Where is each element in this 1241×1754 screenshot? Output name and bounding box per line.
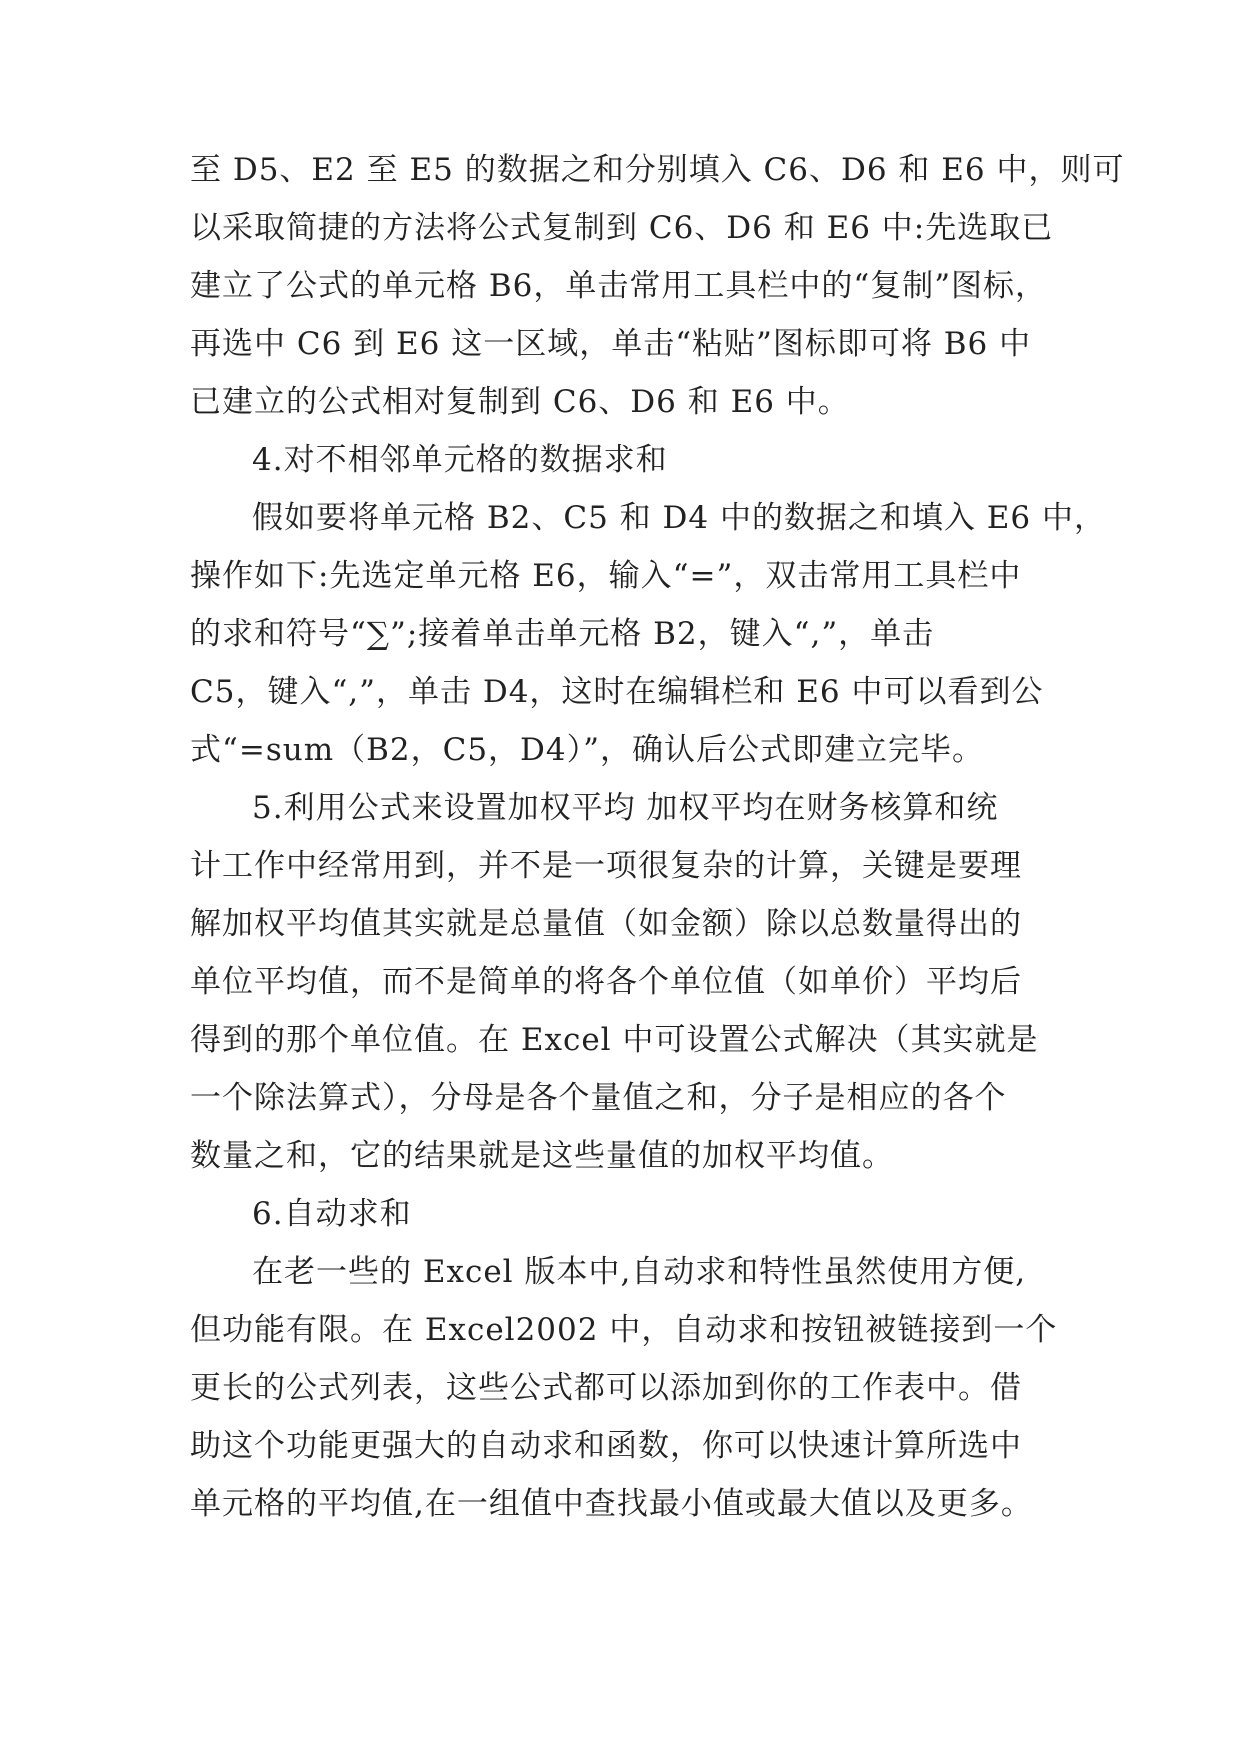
text-line: 以采取简捷的方法将公式复制到 C6、D6 和 E6 中:先选取已 — [190, 210, 1054, 246]
text-line: 单位平均值，而不是简单的将各个单位值（如单价）平均后 — [190, 964, 1022, 1000]
text-line: 操作如下:先选定单元格 E6，输入“=”，双击常用工具栏中 — [190, 558, 1022, 594]
text-line: 但功能有限。在 Excel2002 中，自动求和按钮被链接到一个 — [190, 1312, 1058, 1348]
text-line: 更长的公式列表，这些公式都可以添加到你的工作表中。借 — [190, 1370, 1022, 1406]
text-line: 得到的那个单位值。在 Excel 中可设置公式解决（其实就是 — [190, 1022, 1039, 1058]
text-line: 单元格的平均值,在一组值中查找最小值或最大值以及更多。 — [190, 1486, 1033, 1522]
text-line: 式“=sum（B2，C5，D4）”，确认后公式即建立完毕。 — [190, 732, 984, 768]
section-heading: 4.对不相邻单元格的数据求和 — [252, 442, 668, 478]
text-line: 已建立的公式相对复制到 C6、D6 和 E6 中。 — [190, 384, 850, 420]
text-line: 数量之和，它的结果就是这些量值的加权平均值。 — [190, 1138, 894, 1174]
text-line: C5，键入“,”，单击 D4，这时在编辑栏和 E6 中可以看到公 — [190, 674, 1044, 710]
text-line: 解加权平均值其实就是总量值（如金额）除以总数量得出的 — [190, 906, 1022, 942]
text-line: 助这个功能更强大的自动求和函数，你可以快速计算所选中 — [190, 1428, 1022, 1464]
text-line: 计工作中经常用到，并不是一项很复杂的计算，关键是要理 — [190, 848, 1022, 884]
section-heading: 6.自动求和 — [252, 1196, 412, 1232]
text-line: 至 D5、E2 至 E5 的数据之和分别填入 C6、D6 和 E6 中，则可 — [190, 152, 1125, 188]
section-heading: 5.利用公式来设置加权平均 加权平均在财务核算和统 — [252, 790, 999, 826]
text-line: 的求和符号“∑”;接着单击单元格 B2，键入“,”，单击 — [190, 616, 935, 652]
text-line: 假如要将单元格 B2、C5 和 D4 中的数据之和填入 E6 中， — [252, 500, 1106, 536]
text-line: 一个除法算式），分母是各个量值之和，分子是相应的各个 — [190, 1080, 1007, 1116]
text-line: 再选中 C6 到 E6 这一区域，单击“粘贴”图标即可将 B6 中 — [190, 326, 1032, 362]
text-line: 建立了公式的单元格 B6，单击常用工具栏中的“复制”图标， — [190, 268, 1048, 304]
text-line: 在老一些的 Excel 版本中,自动求和特性虽然使用方便, — [252, 1254, 1027, 1290]
